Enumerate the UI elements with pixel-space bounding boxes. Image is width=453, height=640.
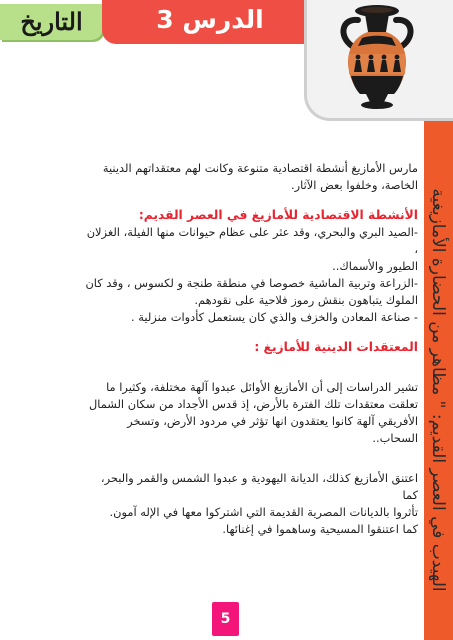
economic-line: الطيور والأسماك..	[332, 259, 418, 273]
beliefs-line: تعلقت معتقدات تلك الفترة بالأرض، إذ قدس الأجداد من سكان الشمال	[88, 397, 418, 411]
economic-line: الملوك يتباهون بنقش رموز فلاحية على نقودهم.	[194, 293, 418, 307]
intro-line: مارس الأمازيغ أنشطة اقتصادية متنوعة وكانت لهم معتقداتهم الدينية	[102, 161, 418, 175]
side-title: الهيدب في العصر القديم: " مظاهر من الحضارة الأمازيغية	[428, 188, 448, 592]
subject-tag	[0, 4, 103, 40]
greek-amphora-icon	[322, 2, 432, 114]
beliefs-line: اعتنق الأمازيغ كذلك، الديانة اليهودية و عبدوا الشمس والقمر والبحر، كما	[100, 471, 418, 502]
beliefs-line: تأثروا بالديانات المصرية القديمة التي اشتركوا معها في الإله آمون.	[109, 505, 418, 519]
beliefs-heading: المعتقدات الدينية للأمازيغ :	[254, 340, 418, 354]
lesson-title: الدرس 3	[156, 5, 264, 34]
lesson-banner	[102, 0, 318, 44]
economic-line: -الزراعة وتربية الماشية خصوصا في منطقة طنجة و لكسوس ، وقد كان	[85, 276, 418, 290]
economic-heading: الأنشطة الاقتصادية للأمازيغ في العصر القديم:	[138, 208, 418, 222]
beliefs-line: كما اعتنقوا المسيحية وساهموا في إغنائها.	[222, 522, 418, 536]
beliefs-line: الأفريقي آلهة كانوا يعتقدون انها تؤثر في مردود الأرض، وتسخر	[127, 414, 418, 428]
subject-label: التاريخ	[20, 7, 83, 36]
beliefs-line: السحاب..	[372, 431, 418, 445]
lesson-content	[82, 160, 418, 538]
economic-line: - صناعة المعادن والخزف والذي كان يستعمل كأدوات منزلية .	[131, 310, 418, 324]
page-number: 5	[212, 602, 239, 636]
intro-line: الخاصة، وخلفوا بعض الآثار.	[291, 178, 418, 192]
beliefs-line: تشير الدراسات إلى أن الأمازيغ الأوائل عبدوا آلهة مختلفة، وكثيرا ما	[106, 380, 418, 394]
economic-line: -الصيد البري والبحري، وقد عثر على عظام حيوانات منها الفيلة، الغزلان ،	[86, 225, 418, 256]
